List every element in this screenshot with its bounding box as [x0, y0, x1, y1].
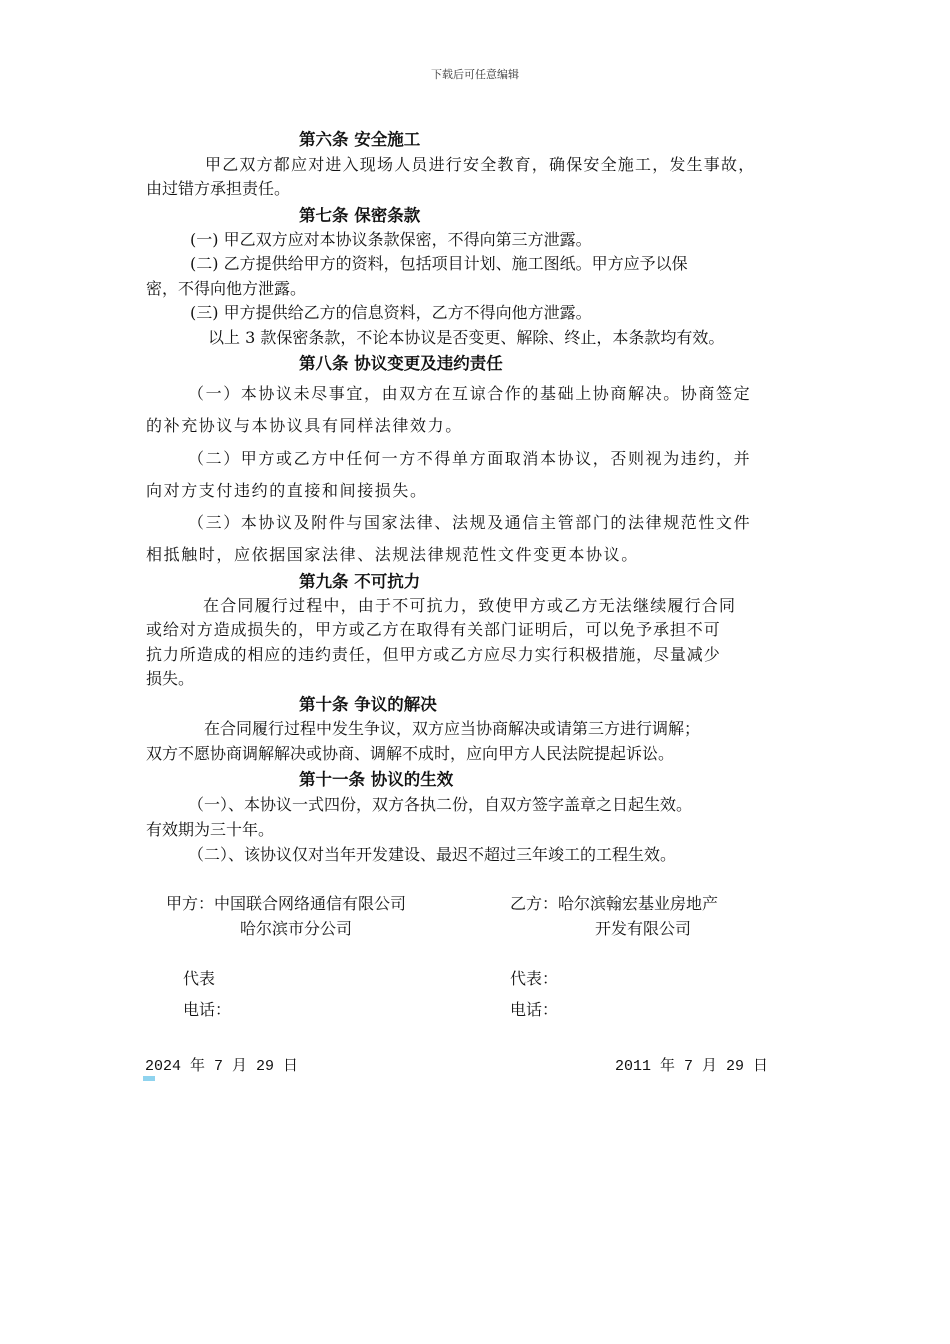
article-7-title: 第七条 保密条款: [299, 206, 421, 225]
party-a-phone: 电话：: [183, 1000, 232, 1019]
article-7-item-2-line-2: 密，不得向他方泄露。: [146, 279, 307, 298]
article-9-line-2: 或给对方造成损失的，甲方或乙方在取得有关部门证明后，可以免予承担不可: [146, 620, 721, 639]
article-8-item-3-line-2: 相抵触时，应依据国家法律、法规法律规范性文件变更本协议。: [146, 545, 639, 564]
article-6-title: 第六条 安全施工: [299, 130, 421, 149]
article-9-line-3: 抗力所造成的相应的违约责任，但甲方或乙方应尽力实行积极措施，尽量减少: [146, 645, 721, 664]
article-10-line-2: 双方不愿协商调解解决或协商、调解不成时，应向甲方人民法院提起诉讼。: [146, 744, 675, 763]
party-b-name-line-1: 乙方：哈尔滨翰宏基业房地产: [510, 894, 719, 913]
article-6-line-1: 甲乙双方都应对进入现场人员进行安全教育，确保安全施工，发生事故，: [205, 155, 756, 174]
article-8-item-3-line-1: （三）本协议及附件与国家法律、法规及通信主管部门的法律规范性文件: [188, 513, 752, 532]
article-7-note: 以上 3 款保密条款，不论本协议是否变更、解除、终止，本条款均有效。: [208, 328, 725, 347]
article-11-line-3: （二）、该协议仅对当年开发建设、最迟不超过三年竣工的工程生效。: [188, 845, 677, 864]
text-cursor-highlight: [143, 1076, 155, 1081]
article-9-line-4: 损失。: [146, 669, 195, 688]
article-8-title: 第八条 协议变更及违约责任: [299, 354, 503, 373]
article-6-line-2: 由过错方承担责任。: [146, 179, 291, 198]
party-b-representative: 代表：: [510, 969, 559, 988]
party-a-representative: 代表: [183, 969, 216, 988]
article-7-item-2-line-1: (二) 乙方提供给甲方的资料，包括项目计划、施工图纸。甲方应予以保: [190, 254, 688, 273]
party-a-date: 2024 年 7 月 29 日: [145, 1058, 299, 1075]
page-header: 下载后可任意编辑: [431, 68, 519, 81]
article-9-title: 第九条 不可抗力: [299, 572, 421, 591]
article-8-item-1-line-1: （一）本协议未尽事宜，由双方在互谅合作的基础上协商解决。协商签定: [188, 384, 752, 403]
article-11-title: 第十一条 协议的生效: [299, 770, 454, 789]
article-10-line-1: 在合同履行过程中发生争议，双方应当协商解决或请第三方进行调解；: [204, 719, 701, 738]
article-10-title: 第十条 争议的解决: [299, 695, 437, 714]
article-7-item-3: (三) 甲方提供给乙方的信息资料，乙方不得向他方泄露。: [190, 303, 592, 322]
article-7-item-1: (一) 甲乙双方应对本协议条款保密，不得向第三方泄露。: [190, 230, 592, 249]
article-11-line-2: 有效期为三十年。: [146, 820, 275, 839]
article-8-item-2-line-1: （二）甲方或乙方中任何一方不得单方面取消本协议，否则视为违约，并: [188, 449, 752, 468]
party-b-phone: 电话：: [510, 1000, 559, 1019]
article-9-line-1: 在合同履行过程中，由于不可抗力，致使甲方或乙方无法继续履行合同: [203, 596, 737, 615]
party-a-name-line-2: 哈尔滨市分公司: [240, 919, 353, 938]
article-11-line-1: （一）、本协议一式四份，双方各执二份，自双方签字盖章之日起生效。: [188, 795, 693, 814]
party-a-name-line-1: 甲方：中国联合网络通信有限公司: [166, 894, 407, 913]
article-8-item-2-line-2: 向对方支付违约的直接和间接损失。: [146, 481, 428, 500]
party-b-date: 2011 年 7 月 29 日: [615, 1058, 769, 1075]
article-8-item-1-line-2: 的补充协议与本协议具有同样法律效力。: [146, 416, 463, 435]
party-b-name-line-2: 开发有限公司: [595, 919, 692, 938]
